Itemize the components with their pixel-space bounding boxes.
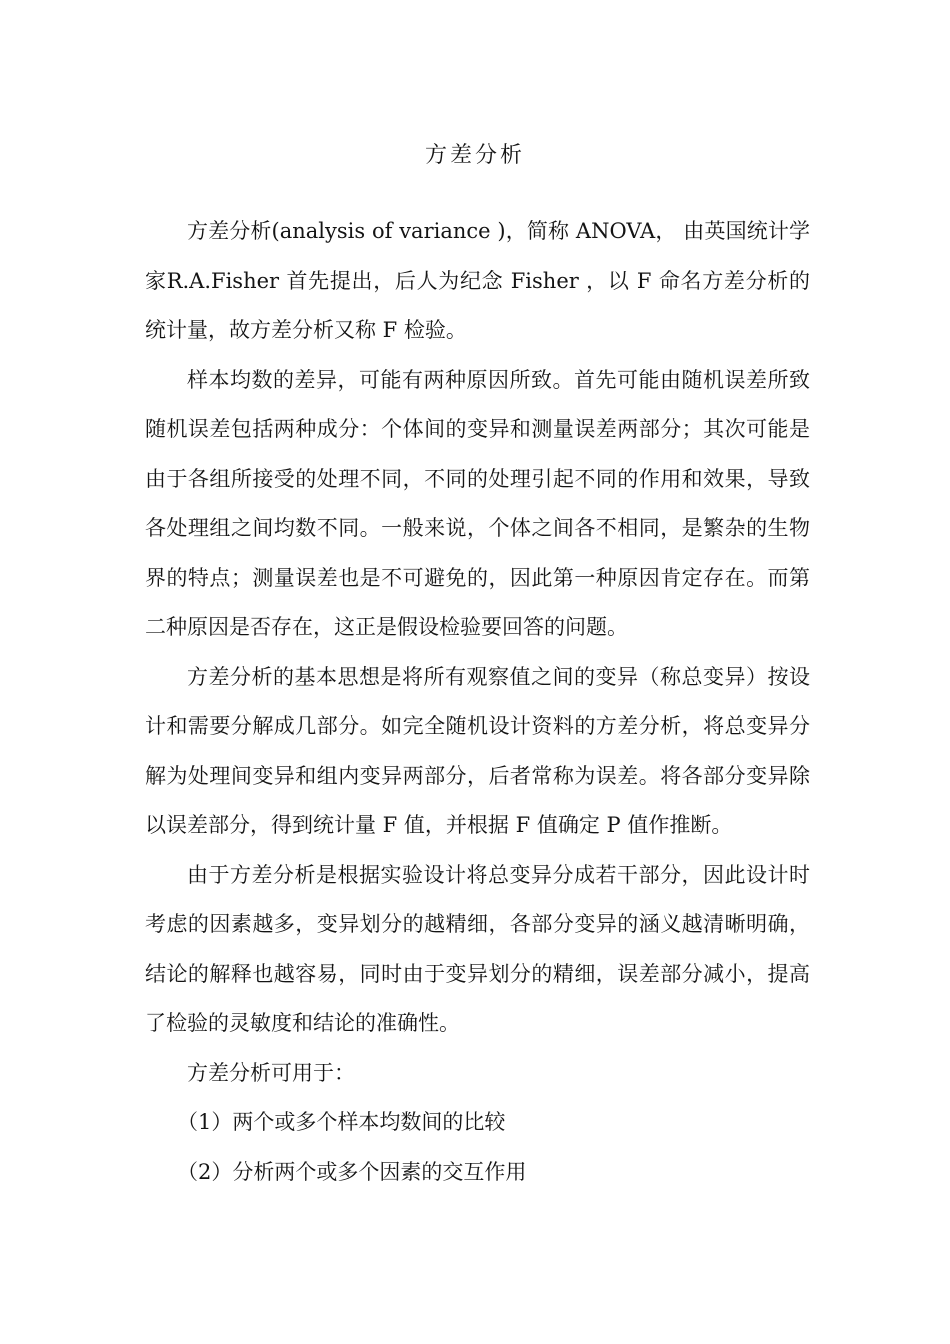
list-item: （1）两个或多个样本均数间的比较	[177, 1110, 506, 1134]
document-body	[145, 207, 810, 1197]
paragraph-basic-idea: 方差分析的基本思想是将所有观察值之间的变异（称总变异）按设计和需要分解成几部分。如完全随机设计资料的方差分析，将总变异分解为处理间变异和组内变异两部分，后者常称为误差。将各部分变异除以误差部分，得到统计量 F 值，并根据 F 值确定 P 值作推断。	[145, 664, 810, 837]
paragraph-sample-mean-differences: 样本均数的差异，可能有两种原因所致。首先可能由随机误差所致随机误差包括两种成分：个体间的变异和测量误差两部分；其次可能是由于各组所接受的处理不同，不同的处理引起不同的作用和效果，导致各处理组之间均数不同。一般来说，个体之间各不相同，是繁杂的生物界的特点；测量误差也是不可避免的，因此第一种原因肯定存在。而第二种原因是否存在，这正是假设检验要回答的问题。	[145, 367, 810, 639]
paragraph-design-factors: 由于方差分析是根据实验设计将总变异分成若干部分，因此设计时考虑的因素越多，变异划分的越精细，各部分变异的涵义越清晰明确，结论的解释也越容易，同时由于变异划分的精细，误差部分减小，提高了检验的灵敏度和结论的准确性。	[145, 862, 810, 1035]
paragraph-applications-intro: 方差分析可用于：	[187, 1060, 355, 1085]
list-item: （2）分析两个或多个因素的交互作用	[177, 1159, 527, 1184]
document-title: 方差分析	[424, 143, 525, 168]
paragraph-introduction: 方差分析(analysis of variance )，简称 ANOVA， 由英国统计学家R.A.Fisher 首先提出，后人为纪念 Fisher ，以 F 命名方差分析的统计量，故方差分析又称 F 检验。	[145, 219, 810, 342]
